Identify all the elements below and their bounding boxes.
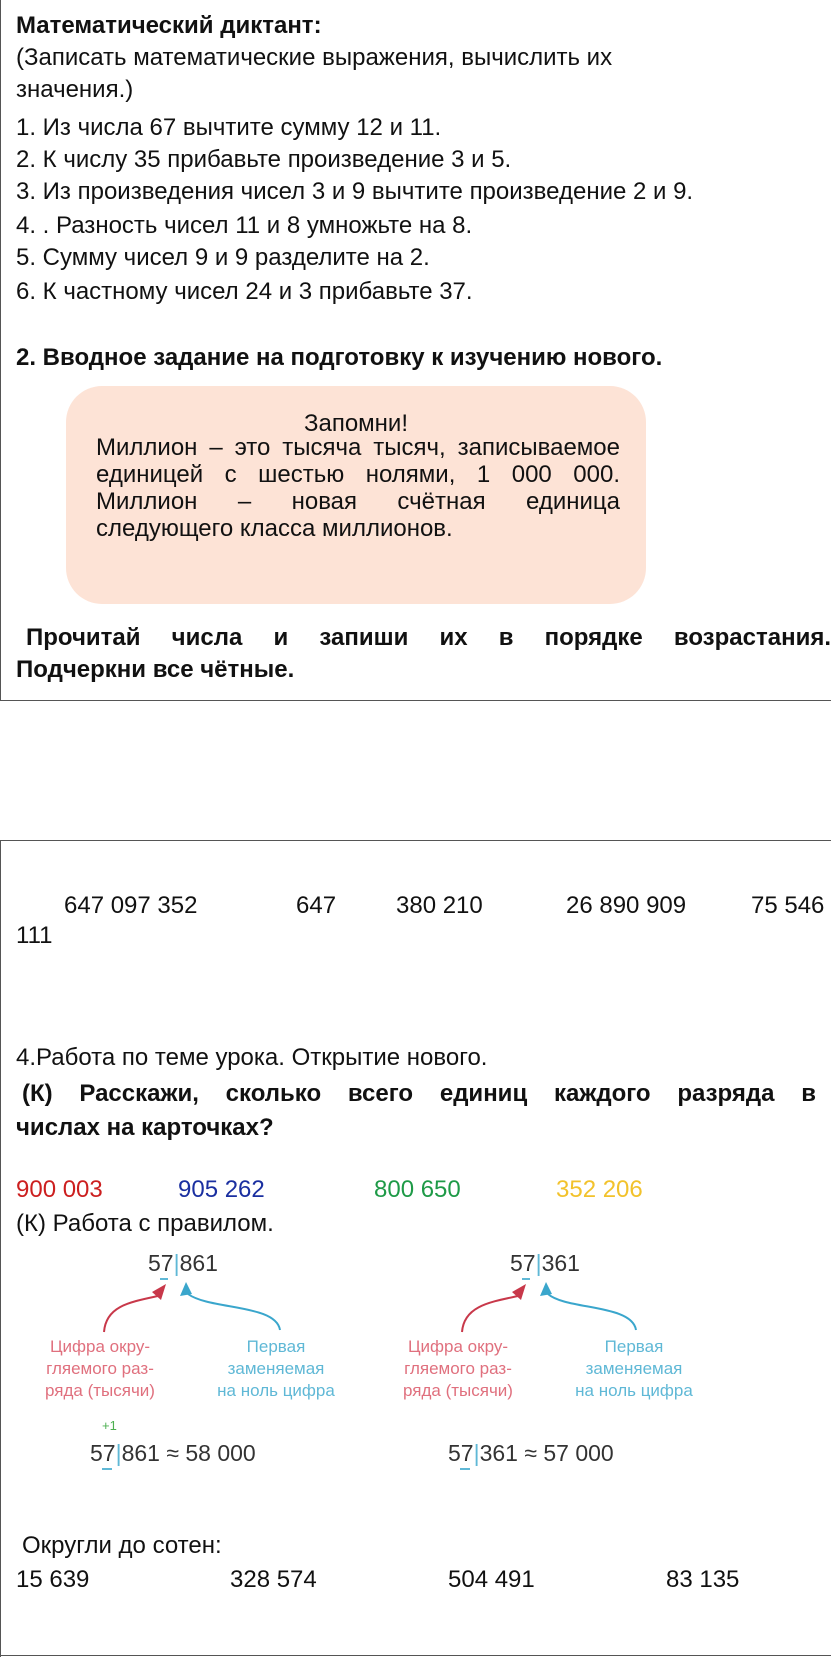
dictation-item: 3. Из произведения чисел 3 и 9 вычтите произведение 2 и 9. bbox=[16, 178, 694, 205]
label-line: ряда (тысячи) bbox=[45, 1381, 155, 1400]
number-item: 26 890 909 bbox=[566, 892, 687, 919]
label-line: гляемого раз- bbox=[404, 1359, 512, 1378]
dictation-intro: значения.) bbox=[16, 76, 134, 103]
dictation-item: 4. . Разность чисел 11 и 8 умножьте на 8. bbox=[16, 212, 473, 239]
question-text: (К) Расскажи, сколько всего единиц каждого разряда в bbox=[22, 1080, 816, 1107]
rounded-digit-label bbox=[30, 1336, 170, 1402]
divider bbox=[0, 840, 831, 841]
rounding-number: 504 491 bbox=[448, 1566, 535, 1593]
result-tail: 361 ≈ 57 000 bbox=[479, 1440, 614, 1466]
rule-number-left: 57|861 bbox=[148, 1250, 218, 1276]
intro-task-title: 2. Вводное задание на подготовку к изучению нового. bbox=[16, 344, 663, 371]
number-card: 352 206 bbox=[556, 1176, 643, 1203]
label-line: гляемого раз- bbox=[46, 1359, 154, 1378]
replaced-digit-label bbox=[196, 1336, 356, 1402]
label-line: ряда (тысячи) bbox=[403, 1381, 513, 1400]
rounded-digit-label bbox=[388, 1336, 528, 1402]
replaced-digit-label bbox=[554, 1336, 714, 1402]
rule-number-right: 57|361 bbox=[510, 1250, 580, 1276]
read-numbers-task: Прочитай числа и запиши их в порядке возрастания. bbox=[26, 624, 831, 651]
rule-number-tail: 861 bbox=[179, 1250, 218, 1276]
number-item: 111 bbox=[16, 922, 53, 949]
page-border-left bbox=[0, 840, 1, 1657]
underline-mark bbox=[102, 1468, 112, 1470]
rule-number-tail: 361 bbox=[541, 1250, 580, 1276]
result-head: 57 bbox=[90, 1440, 116, 1466]
rule-arrows bbox=[0, 1270, 831, 1340]
rounding-task-title: Округли до сотен: bbox=[22, 1532, 222, 1559]
label-line: на ноль цифра bbox=[575, 1381, 693, 1400]
rounding-number: 83 135 bbox=[666, 1566, 740, 1593]
number-item: 647 097 352 bbox=[64, 892, 198, 919]
dictation-item: 1. Из числа 67 вычтите сумму 12 и 11. bbox=[16, 114, 442, 141]
remember-title: Запомни! bbox=[303, 410, 408, 437]
dictation-intro: (Записать математические выражения, вычислить их bbox=[16, 44, 613, 71]
number-card: 905 262 bbox=[178, 1176, 265, 1203]
page-border-left bbox=[0, 0, 1, 700]
lesson-topic-title: 4.Работа по теме урока. Открытие нового. bbox=[16, 1044, 488, 1071]
dictation-item: 5. Сумму чисел 9 и 9 разделите на 2. bbox=[16, 244, 430, 271]
underline-mark bbox=[460, 1468, 470, 1470]
rule-number-head: 57 bbox=[148, 1250, 174, 1276]
divider bbox=[0, 1655, 831, 1656]
divider bbox=[0, 700, 831, 701]
dictation-item: 2. К числу 35 прибавьте произведение 3 и 5. bbox=[16, 146, 512, 173]
dictation-item: 6. К частному чисел 24 и 3 прибавьте 37. bbox=[16, 278, 473, 305]
label-line: заменяемая bbox=[585, 1359, 683, 1378]
rounding-result-left: 57|861 ≈ 58 000 bbox=[90, 1440, 256, 1466]
label-line: на ноль цифра bbox=[217, 1381, 335, 1400]
rounding-number: 15 639 bbox=[16, 1566, 90, 1593]
number-item: 380 210 bbox=[396, 892, 483, 919]
label-line: Первая bbox=[246, 1337, 306, 1356]
rule-work-title: (К) Работа с правилом. bbox=[16, 1210, 274, 1237]
number-item: 75 546 bbox=[751, 892, 825, 919]
rounding-result-right: 57|361 ≈ 57 000 bbox=[448, 1440, 614, 1466]
plus-one-mark: +1 bbox=[102, 1418, 117, 1433]
number-item: 647 bbox=[296, 892, 337, 919]
label-line: Цифра окру- bbox=[407, 1337, 508, 1356]
remember-box bbox=[66, 386, 646, 604]
result-head: 57 bbox=[448, 1440, 474, 1466]
rounding-number: 328 574 bbox=[230, 1566, 317, 1593]
number-card: 900 003 bbox=[16, 1176, 103, 1203]
label-line: Цифра окру- bbox=[49, 1337, 150, 1356]
remember-text: Миллион – это тысяча тысяч, записываемое единицей с шестью нолями, 1 000 000. Миллион – новая счётная единица следующего класса миллионов. bbox=[96, 434, 620, 542]
dictation-title: Математический диктант: bbox=[16, 12, 322, 39]
question-text: числах на карточках? bbox=[16, 1114, 274, 1141]
rule-number-head: 57 bbox=[510, 1250, 536, 1276]
number-card: 800 650 bbox=[374, 1176, 461, 1203]
result-tail: 861 ≈ 58 000 bbox=[121, 1440, 256, 1466]
label-line: Первая bbox=[604, 1337, 664, 1356]
label-line: заменяемая bbox=[227, 1359, 325, 1378]
read-numbers-task: Подчеркни все чётные. bbox=[16, 656, 295, 683]
